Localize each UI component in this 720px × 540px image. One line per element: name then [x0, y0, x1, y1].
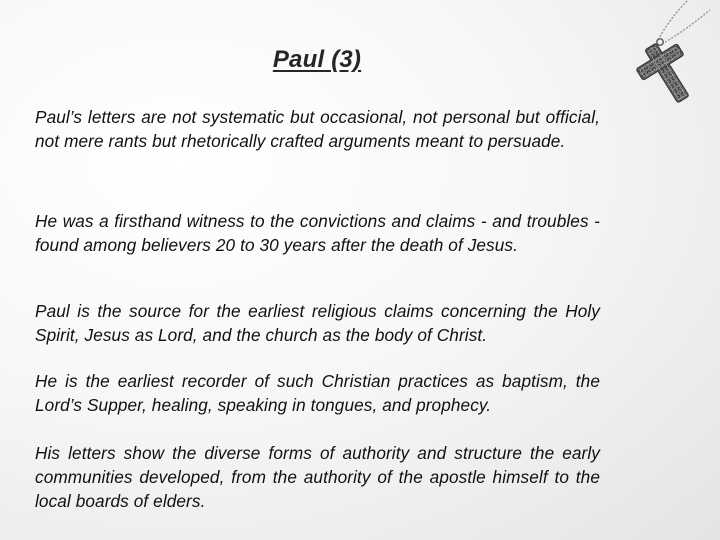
- paragraph-authority: His letters show the diverse forms of authority and structure the early communities developed, from the authority of the apostle himself to the local boards of elders.: [35, 443, 600, 511]
- paragraph-source: Paul is the source for the earliest religious claims concerning the Holy Spirit, Jesus as Lord, and the church as the body of Christ.: [35, 301, 600, 345]
- paragraph-practices: He is the earliest recorder of such Christian practices as baptism, the Lord’s Supper, healing, speaking in tongues, and prophecy.: [35, 371, 600, 415]
- chain: [658, 0, 710, 44]
- cross-pendant-icon: [600, 0, 720, 120]
- paragraph-witness: He was a firsthand witness to the convictions and claims - and troubles - found among believers 20 to 30 years after the death of Jesus.: [35, 211, 600, 255]
- paragraph-letters: Paul’s letters are not systematic but occasional, not personal but official, not mere rants but rhetorically crafted arguments meant to persuade.: [35, 107, 600, 151]
- slide-title: Paul (3): [272, 46, 362, 73]
